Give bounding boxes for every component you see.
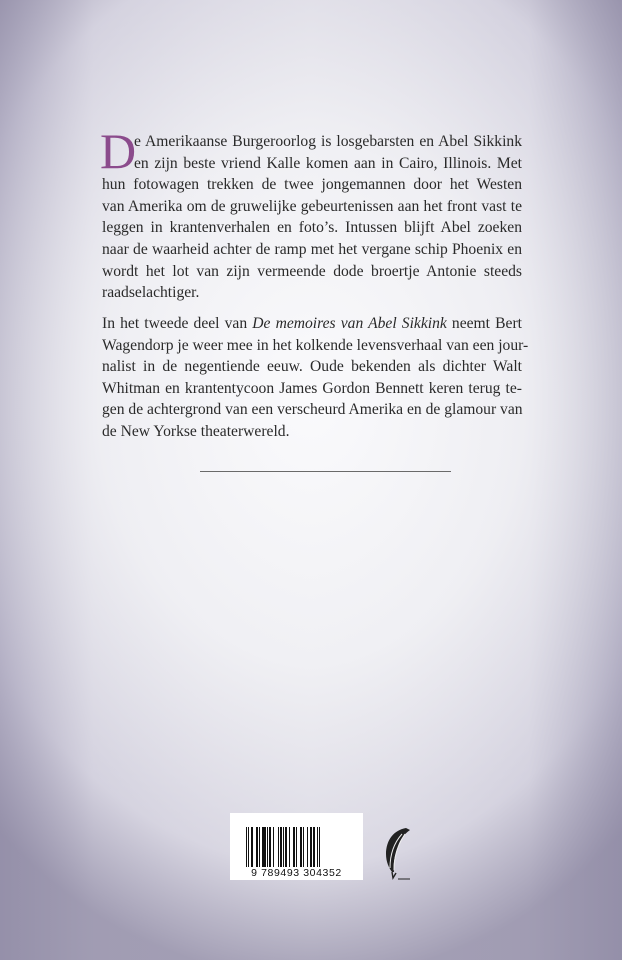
quill-pen-icon	[380, 826, 412, 887]
text-line: Wagendorp je weer mee in het kolkende levensverhaal van een jour-	[102, 336, 529, 354]
barcode-bars	[246, 827, 350, 867]
text-line	[102, 313, 522, 335]
text-line: wordt het lot van zijn vermeende dode broertje Antonie steeds	[102, 262, 522, 280]
text-line: hun fotowagen trekken de twee jongemannen door het Westen	[102, 176, 522, 194]
text-segment: In het tweede deel van	[102, 315, 253, 332]
drop-cap: D	[100, 123, 137, 179]
text-line: de New Yorkse theaterwereld.	[102, 422, 290, 440]
text-line: en zijn beste vriend Kalle komen aan in Cairo, Illinois. Met	[134, 154, 522, 172]
text-line: e Amerikaanse Burgeroorlog is losgebarsten en Abel Sikkink	[134, 133, 522, 150]
blurb-paragraph-2	[102, 313, 529, 443]
text-line: nalist in de negentiende eeuw. Oude bekenden als dichter Walt	[102, 358, 522, 376]
isbn-number: 9 789493 304352	[234, 867, 359, 880]
divider-rule	[200, 471, 451, 472]
text-line: leggen in krantenverhalen en foto’s. Intussen blijft Abel zoeken	[102, 219, 522, 237]
text-line: van Amerika om de gruwelijke gebeurtenissen aan het front vast te	[102, 197, 522, 215]
blurb-paragraph-1	[100, 123, 522, 304]
text-line: gen de achtergrond van een verscheurd Amerika en de glamour van	[102, 401, 523, 419]
text-line: raadselachtiger.	[102, 284, 200, 302]
isbn-barcode	[230, 813, 363, 880]
text-line: Whitman en krantentycoon James Gordon Bennett keren terug te-	[102, 379, 522, 397]
text-segment: neemt Bert	[446, 315, 522, 332]
book-title: De memoires van Abel Sikkink	[252, 315, 447, 332]
barcode-bar	[320, 827, 321, 867]
text-line: naar de waarheid achter de ramp met het vergane schip Phoenix en	[102, 240, 522, 258]
